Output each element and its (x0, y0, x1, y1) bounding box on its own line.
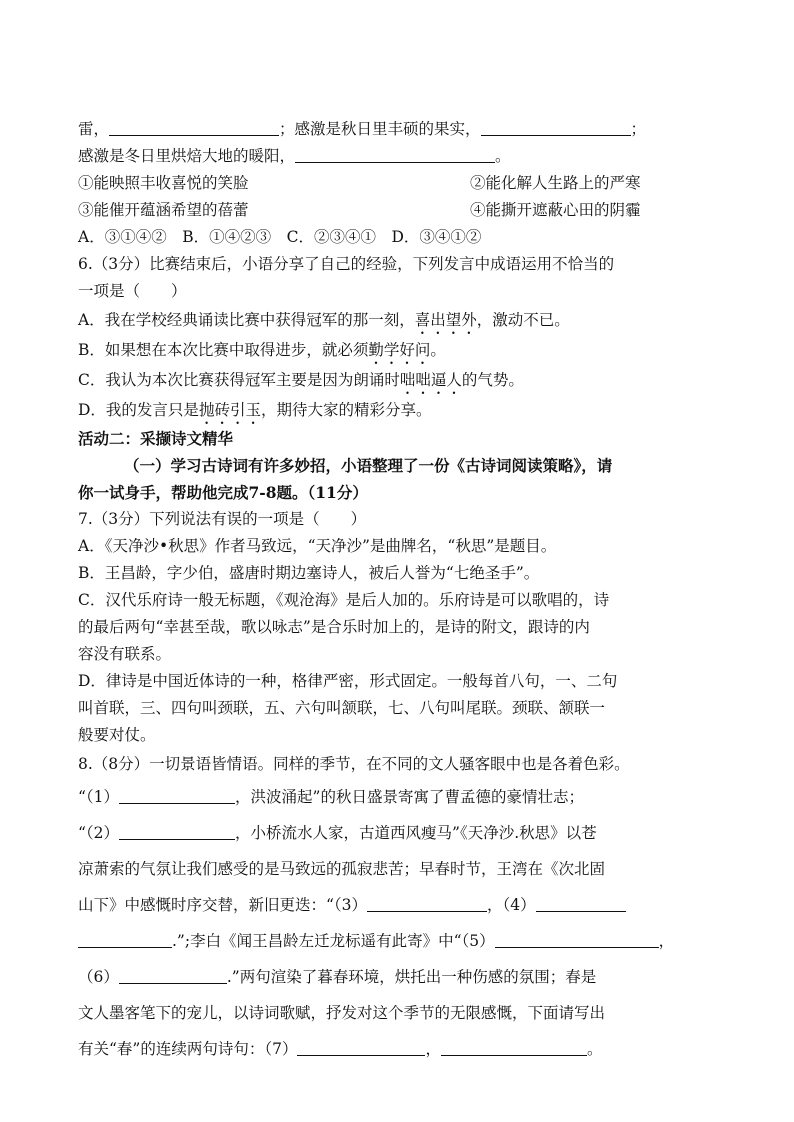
q8-text: 山下》中感慨时序交替，新旧更迭：“（3） (78, 896, 368, 914)
q6-option-b (78, 335, 718, 365)
option-text: B．如果想在本次比赛中取得进步，就必须 (78, 341, 369, 359)
q5-line-1 (78, 116, 718, 143)
answer-blank-3[interactable] (367, 895, 487, 912)
option-text: ，激动不已。 (476, 311, 570, 329)
q7-stem: 7.（3分）下列说法有误的一项是（ ） (78, 510, 367, 528)
answer-blank-2[interactable] (119, 823, 235, 840)
q8-line-3: 凉萧索的气氛让我们感受的是马致远的孤寂悲苦；早春时节，王湾在《次北固 (78, 860, 606, 878)
q7-option-c-3: 容没有联系。 (78, 645, 172, 663)
idiom-emphasis: 抛砖引玉 (198, 401, 261, 419)
q7-option-d-1: D．律诗是中国近体诗的一种，格律严密，形式固定。一般每首八句，一、二句 (78, 672, 618, 690)
q5-options-row-1 (78, 170, 718, 197)
q5-option-2: ②能化解人生路上的严寒 (470, 174, 641, 192)
q8-text: ， (658, 932, 675, 950)
idiom-emphasis: 勤学好问 (368, 341, 431, 359)
q5-options-row-2 (78, 197, 718, 224)
q8-text: （6） (78, 968, 119, 986)
q7-option-d-3: 般要对仗。 (78, 726, 156, 744)
q8-stem: 8.（8分）一切景语皆情语。同样的季节，在不同的文人骚客眼中也是各着色彩。 (78, 755, 630, 773)
q8-text: ，洪波涌起”的秋日盛景寄寓了曹孟德的豪情壮志； (235, 788, 584, 806)
q7-option-d-2: 叫首联，三、四句叫颈联，五、六句叫颔联，七、八句叫尾联。颈联、颔联一 (78, 699, 606, 717)
exam-page (78, 116, 718, 1067)
q5-text: 。 (495, 147, 511, 165)
answer-blank[interactable] (109, 119, 279, 136)
answer-blank-4a[interactable] (536, 895, 626, 912)
answer-blank-6[interactable] (119, 967, 227, 984)
q8-text: .”;李白《闻王昌龄左迁龙标遥有此寄》中“（5） (172, 932, 495, 950)
q6-option-d (78, 395, 718, 425)
q5-line-2 (78, 143, 718, 170)
option-text: D．我的发言只是 (78, 401, 199, 419)
q8-text: “（2） (78, 824, 120, 842)
option-text: ，期待大家的精彩分享。 (260, 401, 432, 419)
option-text: A．我在学校经典诵读比赛中获得冠军的那一刻， (78, 311, 415, 329)
q8-line-7: 文人墨客笔下的宠儿，以诗词歌赋，抒发对这个季节的无限感慨，下面请写出 (78, 1004, 606, 1022)
q8-text: .”两句渲染了暮春环境，烘托出一种伤感的氛围；春是 (226, 968, 597, 986)
q8-text: “（1） (78, 788, 120, 806)
answer-blank-7b[interactable] (441, 1039, 587, 1056)
q8-line-1 (78, 779, 718, 815)
q5-text: ；感激是秋日里丰硕的果实， (279, 120, 481, 138)
q7-option-b: B．王昌龄，字少伯，盛唐时期边塞诗人，被后人誉为“七绝圣手”。 (78, 564, 540, 582)
q8-text: 。 (586, 1040, 603, 1058)
q6-option-c (78, 365, 718, 395)
q5-text: 感激是冬日里烘焙大地的暖阳， (78, 147, 296, 165)
answer-blank-1[interactable] (119, 787, 235, 804)
activity-2-intro-2: 你一试身手，帮助他完成7-8题。（11分） (78, 483, 368, 502)
answer-blank-4b[interactable] (78, 931, 172, 948)
answer-blank[interactable] (295, 146, 495, 163)
q8-line-8 (78, 1031, 718, 1067)
activity-2-intro-1: （一）学习古诗词有许多妙招，小语整理了一份《古诗词阅读策略》，请 (124, 456, 613, 475)
q7-option-a: A．《天净沙•秋思》作者马致远，“天净沙”是曲牌名，“秋思”是题目。 (78, 537, 557, 555)
q8-text: ， (425, 1040, 441, 1058)
q7-option-c-1: C．汉代乐府诗一般无标题，《观沧海》是后人加的。乐府诗是可以歌唱的，诗 (78, 591, 610, 609)
q6-stem-2: 一项是（ ） (78, 282, 187, 300)
answer-blank[interactable] (481, 119, 631, 136)
q8-text: 有关“春”的连续两句诗句：（7） (78, 1040, 298, 1058)
q7-option-c-2: 的最后两句“幸甚至哉，歌以咏志”是合乐时加上的，是诗的附文，跟诗的内 (78, 618, 590, 636)
idiom-emphasis: 咄咄逼人 (399, 371, 462, 389)
option-text: C．我认为本次比赛获得冠军主要是因为朗诵时 (78, 371, 400, 389)
q6-stem-1: 6.（3分）比赛结束后，小语分享了自己的经验，下列发言中成语运用不恰当的 (78, 255, 615, 273)
q5-option-4: ④能撕开遮蔽心田的阴霾 (470, 201, 641, 219)
activity-2-title: 活动二：采撷诗文精华 (78, 429, 234, 448)
q8-line-4 (78, 887, 718, 923)
answer-blank-5[interactable] (495, 931, 659, 948)
q8-text: ，（4） (487, 896, 536, 914)
q5-text: 雷， (78, 120, 110, 138)
idiom-emphasis: 喜出望外 (414, 311, 477, 329)
q5-text: ； (630, 120, 647, 138)
q6-option-a (78, 305, 718, 335)
q8-line-2 (78, 815, 718, 851)
q8-text: ，小桥流水人家，古道西风瘦马”《天净沙.秋思》以苍 (235, 824, 597, 842)
q8-line-6 (78, 959, 718, 995)
q8-line-5 (78, 923, 718, 959)
q5-choices: A．③①④② B．①④②③ C．②③④① D．③④①② (78, 228, 482, 246)
option-text: 的气势。 (461, 371, 524, 389)
option-text: 。 (430, 341, 446, 359)
answer-blank-7a[interactable] (297, 1039, 425, 1056)
q5-option-3: ③能催开蕴涵希望的蓓蕾 (78, 201, 249, 219)
q5-option-1: ①能映照丰收喜悦的笑脸 (78, 174, 249, 192)
